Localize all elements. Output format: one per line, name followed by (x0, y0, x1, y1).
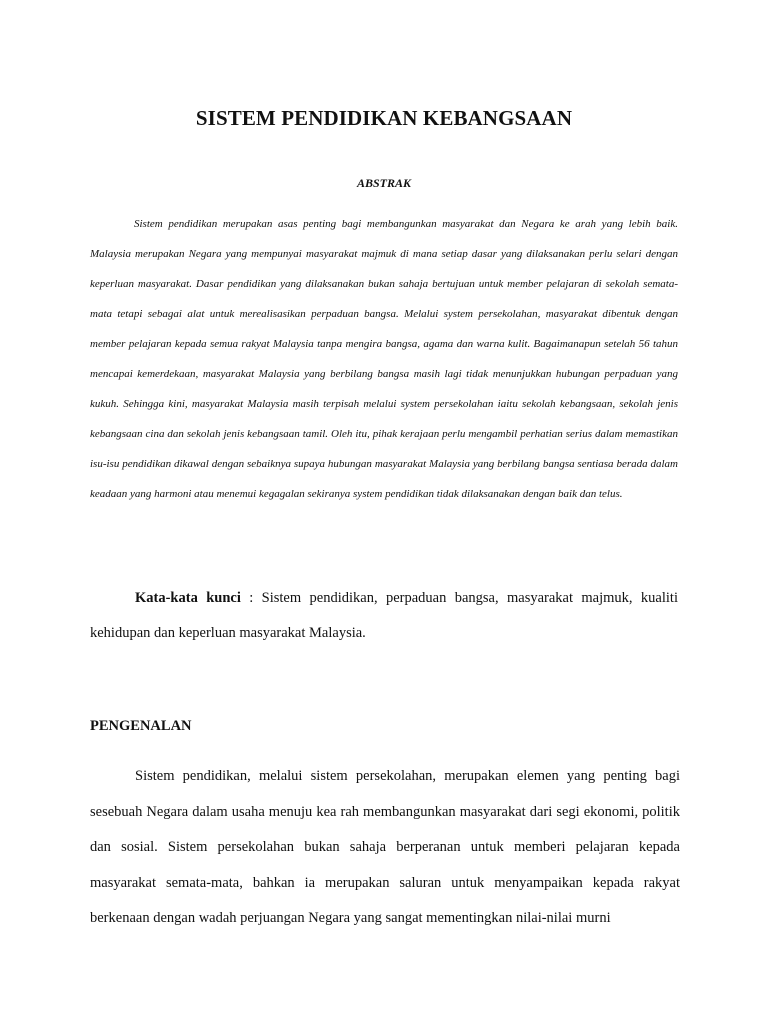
keywords-paragraph (90, 581, 678, 651)
keywords-text: : Sistem pendidikan, perpaduan bangsa, masyarakat majmuk, kualiti kehidupan dan keperluan masyarakat Malaysia. (90, 590, 678, 641)
abstract-heading: ABSTRAK (356, 176, 412, 190)
section-heading-pengenalan: PENGENALAN (90, 718, 192, 734)
pengenalan-paragraph: Sistem pendidikan, melalui sistem persekolahan, merupakan elemen yang penting bagi sesebuah Negara dalam usaha menuju kea rah membangunkan masyarakat dari segi ekonomi, politik dan sosial. Sistem persekolahan bukan sahaja berperanan untuk memberi pelajaran kepada masyarakat semata-mata, bahkan ia merupakan saluran untuk menyampaikan kepada rakyat berkenaan dengan wadah perjuangan Negara yang sangat mementingkan nilai-nilai murni (90, 768, 680, 926)
abstract-paragraph: Sistem pendidikan merupakan asas penting bagi membangunkan masyarakat dan Negara ke arah yang lebih baik. Malaysia merupakan Negara yang mempunyai masyarakat majmuk di mana setiap dasar yang dilaksanakan perlu selari dengan keperluan masyarakat. Dasar pendidikan yang dilaksanakan bukan sahaja bertujuan untuk member pelajaran di sekolah semata-mata tetapi sebagai alat untuk merealisasikan perpaduan bangsa. Melalui system persekolahan, masyarakat dibentuk dengan member pelajaran kepada semua rakyat Malaysia tanpa mengira bangsa, agama dan warna kulit. Bagaimanapun setelah 56 tahun mencapai kemerdekaan, masyarakat Malaysia yang berbilang bangsa masih lagi tidak menunjukkan hubungan perpaduan yang kukuh. Sehingga kini, masyarakat Malaysia masih terpisah melalui system persekolahan iaitu sekolah kebangsaan, sekolah jenis kebangsaan cina dan sekolah jenis kebangsaan tamil. Oleh itu, pihak kerajaan perlu mengambil perhatian serius dalam memastikan isu-isu pendidikan dikawal dengan sebaiknya supaya hubungan masyarakat Malaysia yang berbilang bangsa sentiasa berada dalam keadaan yang harmoni atau menemui kegagalan sekiranya system pendidikan tidak dilaksanakan dengan baik dan telus. (90, 218, 678, 500)
keywords-label: Kata-kata kunci (135, 590, 241, 606)
document-title: SISTEM PENDIDIKAN KEBANGSAAN (195, 106, 573, 131)
